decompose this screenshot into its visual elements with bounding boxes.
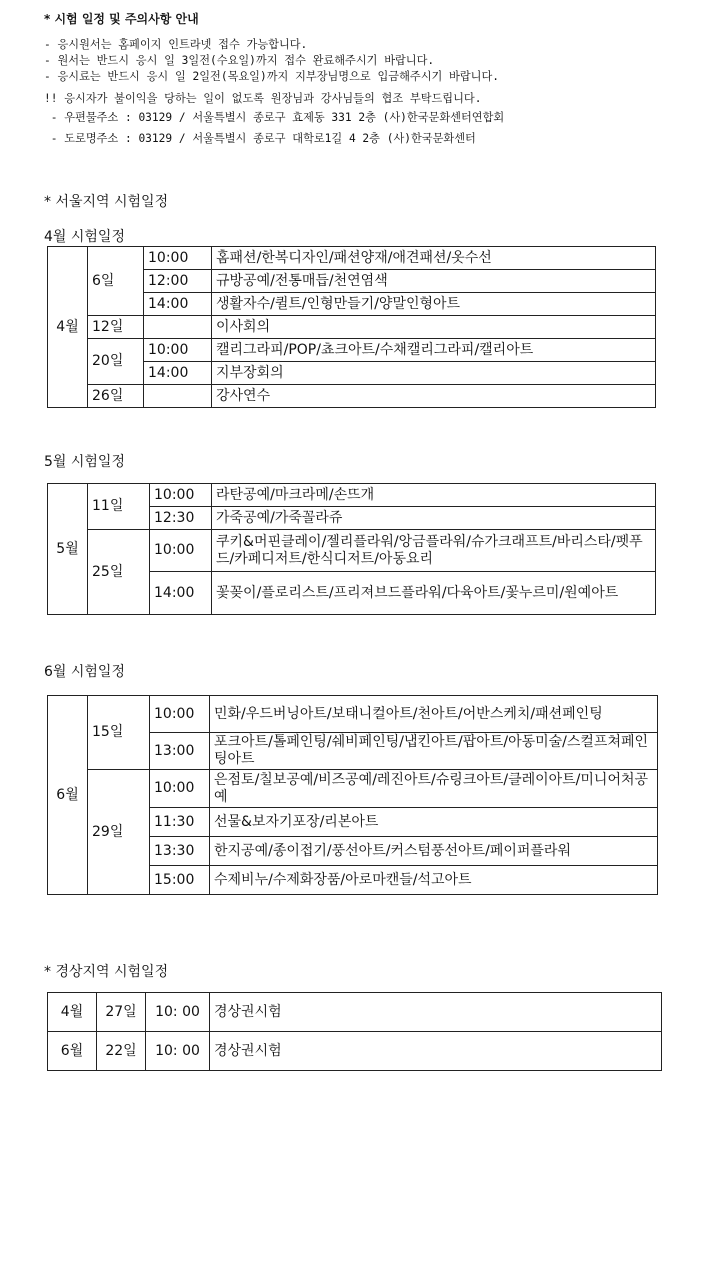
subject-cell: 쿠키&머핀클레이/젤리플라워/앙금플라워/슈가크래프트/바리스타/펫푸드/카페디저트/한식디저트/아동요리 [212, 530, 656, 572]
subject-cell: 경상권시험 [210, 993, 662, 1032]
table-row [48, 530, 656, 572]
subject-cell: 홈패션/한복디자인/패션양재/애견패션/옷수선 [212, 247, 656, 270]
table-row [48, 247, 656, 270]
subject-cell: 생활자수/퀼트/인형만들기/양말인형아트 [212, 293, 656, 316]
gyeongsang-schedule-table [47, 992, 662, 1071]
subject-cell: 규방공예/전통매듭/천연염색 [212, 270, 656, 293]
time-cell [144, 385, 212, 408]
table-row [48, 993, 662, 1032]
month-cell: 5월 [48, 484, 88, 615]
notice-line-postal-address: - 우편물주소 : 03129 / 서울특별시 종로구 효제동 331 2층 (사)한국문화센터연합회 [44, 111, 505, 124]
month-cell: 4월 [48, 993, 97, 1032]
subject-cell: 선물&보자기포장/리본아트 [210, 808, 658, 837]
april-title: 4월 시험일정 [44, 229, 125, 245]
notice-block [44, 10, 704, 149]
may-schedule-table [47, 483, 656, 615]
notice-line-cooperation: !! 응시자가 불이익을 당하는 일이 없도록 원장님과 강사님들의 협조 부탁드립니다. [44, 92, 482, 105]
notice-line-intranet: - 응시원서는 홈페이지 인트라넷 접수 가능합니다. [44, 38, 308, 51]
subject-cell: 라탄공예/마크라메/손뜨개 [212, 484, 656, 507]
time-cell: 15:00 [150, 866, 210, 895]
subject-cell: 은점토/칠보공예/비즈공예/레진아트/슈링크아트/클레이아트/미니어처공예 [210, 770, 658, 808]
day-cell: 6일 [88, 247, 144, 316]
time-cell: 10:00 [150, 484, 212, 507]
day-cell: 29일 [88, 770, 150, 895]
table-row [48, 770, 658, 808]
time-cell [144, 316, 212, 339]
time-cell: 10:00 [150, 530, 212, 572]
subject-cell: 꽃꽂이/플로리스트/프리져브드플라워/다육아트/꽃누르미/원예아트 [212, 572, 656, 615]
subject-cell: 수제비누/수제화장품/아로마캔들/석고아트 [210, 866, 658, 895]
time-cell: 10: 00 [146, 1032, 210, 1071]
table-row [48, 385, 656, 408]
subject-cell: 가죽공예/가죽꼴라쥬 [212, 507, 656, 530]
time-cell: 13:00 [150, 733, 210, 770]
subject-cell: 민화/우드버닝아트/보태니컬아트/천아트/어반스케치/패션페인팅 [210, 696, 658, 733]
day-cell: 25일 [88, 530, 150, 615]
day-cell: 15일 [88, 696, 150, 770]
notice-title: * 시험 일정 및 주의사항 안내 [44, 12, 199, 26]
notice-line-deadline: - 원서는 반드시 응시 일 3일전(수요일)까지 접수 완료해주시기 바랍니다. [44, 54, 435, 67]
time-cell: 10:00 [150, 770, 210, 808]
month-cell: 6월 [48, 696, 88, 895]
time-cell: 12:30 [150, 507, 212, 530]
month-cell: 4월 [48, 247, 88, 408]
time-cell: 10:00 [144, 339, 212, 362]
subject-cell: 강사연수 [212, 385, 656, 408]
subject-cell: 캘리그라피/POP/쵸크아트/수채캘리그라피/캘리아트 [212, 339, 656, 362]
subject-cell: 한지공예/종이접기/풍선아트/커스텀풍선아트/페이퍼플라워 [210, 837, 658, 866]
time-cell: 10:00 [150, 696, 210, 733]
june-schedule-table [47, 695, 658, 895]
time-cell: 10: 00 [146, 993, 210, 1032]
april-schedule-table [47, 246, 656, 408]
time-cell: 11:30 [150, 808, 210, 837]
day-cell: 11일 [88, 484, 150, 530]
subject-cell: 지부장회의 [212, 362, 656, 385]
time-cell: 10:00 [144, 247, 212, 270]
seoul-section-title: * 서울지역 시험일정 [44, 194, 169, 210]
may-title: 5월 시험일정 [44, 454, 125, 470]
day-cell: 22일 [97, 1032, 146, 1071]
table-row [48, 316, 656, 339]
time-cell: 12:00 [144, 270, 212, 293]
subject-cell: 포크아트/톨페인팅/쉐비페인팅/냅킨아트/팝아트/아동미술/스컬프쳐페인팅아트 [210, 733, 658, 770]
subject-cell: 경상권시험 [210, 1032, 662, 1071]
june-title: 6월 시험일정 [44, 664, 125, 680]
gyeongsang-section-title: * 경상지역 시험일정 [44, 964, 169, 980]
time-cell: 14:00 [144, 293, 212, 316]
time-cell: 13:30 [150, 837, 210, 866]
day-cell: 12일 [88, 316, 144, 339]
table-row [48, 484, 656, 507]
notice-line-road-address: - 도로명주소 : 03129 / 서울특별시 종로구 대학로1길 4 2층 (사)한국문화센터 [44, 132, 476, 145]
table-row [48, 1032, 662, 1071]
day-cell: 20일 [88, 339, 144, 385]
time-cell: 14:00 [150, 572, 212, 615]
table-row [48, 696, 658, 733]
month-cell: 6월 [48, 1032, 97, 1071]
day-cell: 26일 [88, 385, 144, 408]
notice-line-fee: - 응시료는 반드시 응시 일 2일전(목요일)까지 지부장님명으로 입금해주시기 바랍니다. [44, 70, 500, 83]
day-cell: 27일 [97, 993, 146, 1032]
table-row [48, 339, 656, 362]
time-cell: 14:00 [144, 362, 212, 385]
subject-cell: 이사회의 [212, 316, 656, 339]
